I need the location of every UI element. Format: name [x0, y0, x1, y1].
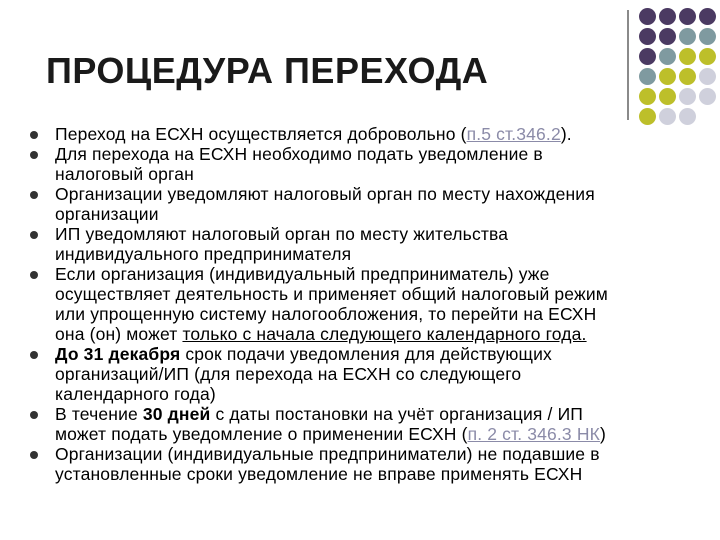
bullet-line: [55, 324, 714, 344]
decorative-dot-icon: [699, 28, 716, 45]
text-segment: установленные сроки уведомление не вправе применять ЕСХН: [55, 464, 583, 484]
text-segment: ): [599, 424, 606, 444]
decorative-dot-icon: [679, 28, 696, 45]
decorative-dot-icon: [639, 88, 656, 105]
decorative-dot-icon: [639, 8, 656, 25]
text-segment: Если организация (индивидуальный предприниматель) уже: [55, 264, 550, 284]
decorative-dot-icon: [659, 68, 676, 85]
bullet-dot-icon: [30, 131, 38, 139]
decorative-dot-icon: [699, 88, 716, 105]
bullet-line: [55, 124, 714, 144]
text-segment: Организации уведомляют налоговый орган по месту нахождения: [55, 184, 595, 204]
bullet-dot-icon: [30, 231, 38, 239]
decorative-dot-icon: [699, 48, 716, 65]
underlined-text: только с начала следующего календарного года.: [182, 324, 587, 344]
law-reference-link[interactable]: п. 2 ст. 346.3 НК: [467, 424, 600, 444]
bullet-item: [30, 224, 714, 264]
bullet-dot-icon: [30, 191, 38, 199]
bullet-line: [55, 264, 714, 284]
decorative-dot-icon: [679, 8, 696, 25]
text-segment: может подать уведомление о применении ЕСХН (: [55, 424, 468, 444]
text-segment: или упрощенную систему налогообложения, то перейти на ЕСХН: [55, 304, 597, 324]
bullet-line: [55, 424, 714, 444]
text-segment: налоговый орган: [55, 164, 194, 184]
decorative-dot-icon: [659, 48, 676, 65]
text-segment: ).: [560, 124, 572, 144]
text-segment: В течение: [55, 404, 143, 424]
bullet-line: [55, 384, 714, 404]
bold-text: До 31 декабря: [55, 344, 181, 364]
slide-title: ПРОЦЕДУРА ПЕРЕХОДА: [46, 50, 489, 91]
bullet-line: [55, 344, 714, 364]
bullet-line: [55, 404, 714, 424]
text-segment: Для перехода на ЕСХН необходимо подать уведомление в: [55, 144, 543, 164]
bullet-line: [55, 364, 714, 384]
decorative-dot-icon: [699, 68, 716, 85]
bullet-item: [30, 264, 714, 344]
bullet-line: [55, 224, 714, 244]
text-segment: Переход на ЕСХН осуществляется добровольно (: [55, 124, 467, 144]
bullet-item: [30, 344, 714, 404]
decorative-dot-icon: [639, 28, 656, 45]
bullet-dot-icon: [30, 451, 38, 459]
text-segment: она (он) может: [55, 324, 183, 344]
text-segment: ИП уведомляют налоговый орган по месту жительства: [55, 224, 509, 244]
text-segment: организаций/ИП (для перехода на ЕСХН со следующего: [55, 364, 522, 384]
text-segment: осуществляет деятельность и применяет общий налоговый режим: [55, 284, 608, 304]
decorative-dot-icon: [679, 68, 696, 85]
bullet-list: [30, 124, 714, 484]
decorative-dot-icon: [639, 68, 656, 85]
text-segment: с даты постановки на учёт организация / ИП: [210, 404, 584, 424]
decorative-vertical-line: [627, 10, 629, 120]
text-segment: индивидуального предпринимателя: [55, 244, 352, 264]
bullet-line: [55, 464, 714, 484]
text-segment: срок подачи уведомления для действующих: [180, 344, 552, 364]
decorative-dot-icon: [699, 8, 716, 25]
bullet-line: [55, 244, 714, 264]
bullet-dot-icon: [30, 351, 38, 359]
text-segment: организации: [55, 204, 159, 224]
bullet-item: [30, 404, 714, 444]
bullet-line: [55, 184, 714, 204]
bullet-line: [55, 204, 714, 224]
law-reference-link[interactable]: п.5 ст.346.2: [466, 124, 561, 144]
bullet-item: [30, 144, 714, 184]
decorative-dot-icon: [659, 88, 676, 105]
decorative-dot-icon: [679, 108, 696, 125]
bullet-dot-icon: [30, 151, 38, 159]
decorative-dot-icon: [679, 48, 696, 65]
bullet-item: [30, 444, 714, 484]
bold-text: 30 дней: [142, 404, 211, 424]
decorative-dot-icon: [659, 28, 676, 45]
bullet-line: [55, 284, 714, 304]
bullet-item: [30, 184, 714, 224]
decorative-dot-icon: [679, 88, 696, 105]
text-segment: календарного года): [55, 384, 216, 404]
bullet-item: [30, 124, 714, 144]
decorative-dot-icon: [659, 8, 676, 25]
bullet-line: [55, 304, 714, 324]
bullet-line: [55, 444, 714, 464]
decorative-dot-icon: [639, 108, 656, 125]
decorative-dot-icon: [639, 48, 656, 65]
bullet-line: [55, 164, 714, 184]
text-segment: Организации (индивидуальные предприниматели) не подавшие в: [55, 444, 600, 464]
bullet-dot-icon: [30, 271, 38, 279]
decorative-dot-icon: [659, 108, 676, 125]
bullet-line: [55, 144, 714, 164]
bullet-dot-icon: [30, 411, 38, 419]
